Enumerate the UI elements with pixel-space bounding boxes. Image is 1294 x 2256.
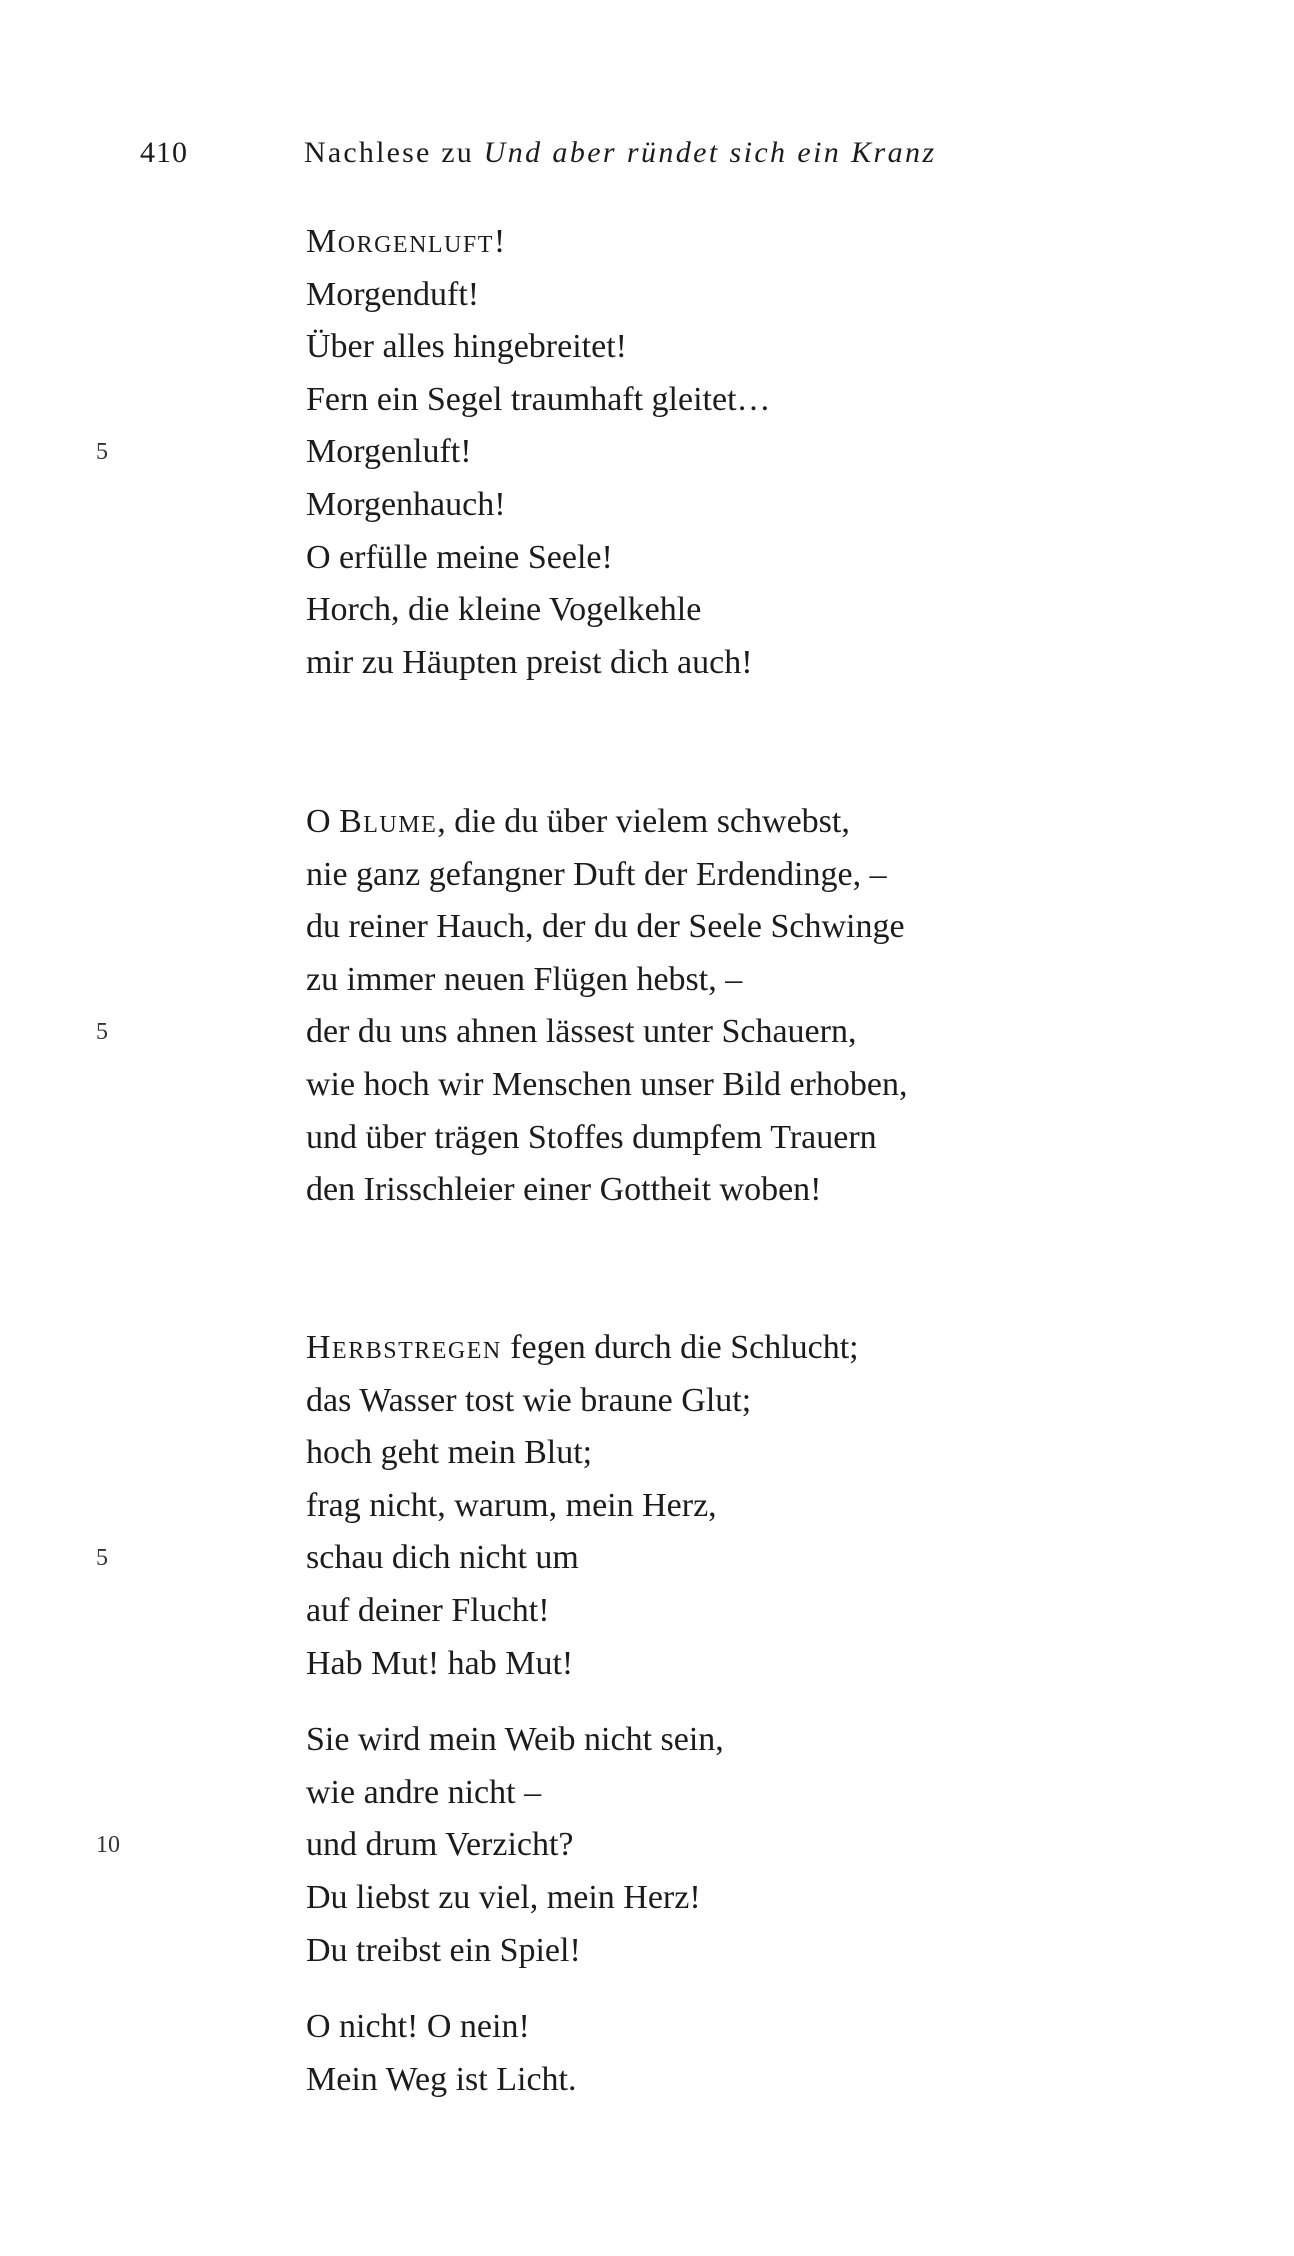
poem-line	[96, 1006, 907, 1059]
line-number: 5	[96, 1019, 108, 1046]
poem-line-text: Morgenluft!	[306, 433, 472, 471]
poem-line	[96, 426, 771, 479]
incipit-smallcaps: Herbstregen	[306, 1329, 502, 1366]
poem-blume	[96, 796, 908, 1217]
incipit-rest: , die du über vielem schwebst,	[437, 803, 850, 840]
incipit-rest: fegen durch die Schlucht;	[501, 1329, 859, 1366]
poem-line: wie andre nicht –	[306, 1773, 542, 1811]
poem-line: zu immer neuen Flügen hebst, –	[306, 960, 743, 998]
poem-line	[306, 1322, 859, 1375]
poem-herbstregen	[96, 1322, 859, 2106]
poem-line	[306, 216, 771, 269]
poem-line	[306, 796, 907, 849]
stanza-break	[306, 1977, 859, 2001]
incipit-pre: O	[306, 803, 340, 840]
poem-line: nie ganz gefangner Duft der Erdendinge, –	[306, 855, 887, 893]
running-head-prefix: Nachlese zu	[304, 136, 484, 169]
poem-line	[96, 1819, 859, 1872]
line-number: 5	[96, 439, 108, 466]
poem-line: Morgenhauch!	[306, 485, 506, 523]
page-number: 410	[140, 136, 188, 169]
poem-line-text: und drum Verzicht?	[306, 1826, 574, 1864]
stanza-break	[306, 1690, 859, 1714]
poem-line: das Wasser tost wie braune Glut;	[306, 1381, 752, 1419]
poem-line: Du treibst ein Spiel!	[306, 1931, 581, 1969]
poem-line: wie hoch wir Menschen unser Bild erhoben,	[306, 1065, 908, 1103]
poem-line: Hab Mut! hab Mut!	[306, 1644, 574, 1682]
poem-line: Mein Weg ist Licht.	[306, 2060, 577, 2098]
incipit-smallcaps: Morgenluft	[306, 223, 494, 260]
line-number: 5	[96, 1545, 108, 1572]
poem-morgenluft	[96, 216, 771, 689]
poem-line: frag nicht, warum, mein Herz,	[306, 1486, 717, 1524]
poem-line: du reiner Hauch, der du der Seele Schwinge	[306, 908, 905, 946]
poem-line: auf deiner Flucht!	[306, 1591, 550, 1629]
poem-line	[96, 1532, 859, 1585]
line-number: 10	[96, 1832, 120, 1859]
poem-line: den Irisschleier einer Gottheit woben!	[306, 1171, 822, 1209]
poem-line: Sie wird mein Weib nicht sein,	[306, 1721, 724, 1759]
poem-line: mir zu Häupten preist dich auch!	[306, 643, 753, 681]
poem-line: O nicht! O nein!	[306, 2008, 530, 2046]
poem-line: Über alles hingebreitet!	[306, 328, 627, 366]
incipit-smallcaps: Blume	[339, 803, 438, 840]
poem-line-text: der du uns ahnen lässest unter Schauern,	[306, 1013, 857, 1051]
poem-line: O erfülle meine Seele!	[306, 538, 613, 576]
poem-line: Morgenduft!	[306, 275, 480, 313]
poem-line: hoch geht mein Blut;	[306, 1434, 593, 1472]
running-head	[304, 136, 936, 170]
poem-line-text: schau dich nicht um	[306, 1539, 579, 1577]
poem-line: Du liebst zu viel, mein Herz!	[306, 1878, 701, 1916]
poem-line: Fern ein Segel traumhaft gleitet…	[306, 380, 771, 418]
poem-line: Horch, die kleine Vogelkehle	[306, 591, 702, 629]
running-head-title: Und aber ründet sich ein Kranz	[483, 136, 937, 169]
poem-line: und über trägen Stoffes dumpfem Trauern	[306, 1118, 877, 1156]
incipit-rest: !	[493, 223, 506, 260]
